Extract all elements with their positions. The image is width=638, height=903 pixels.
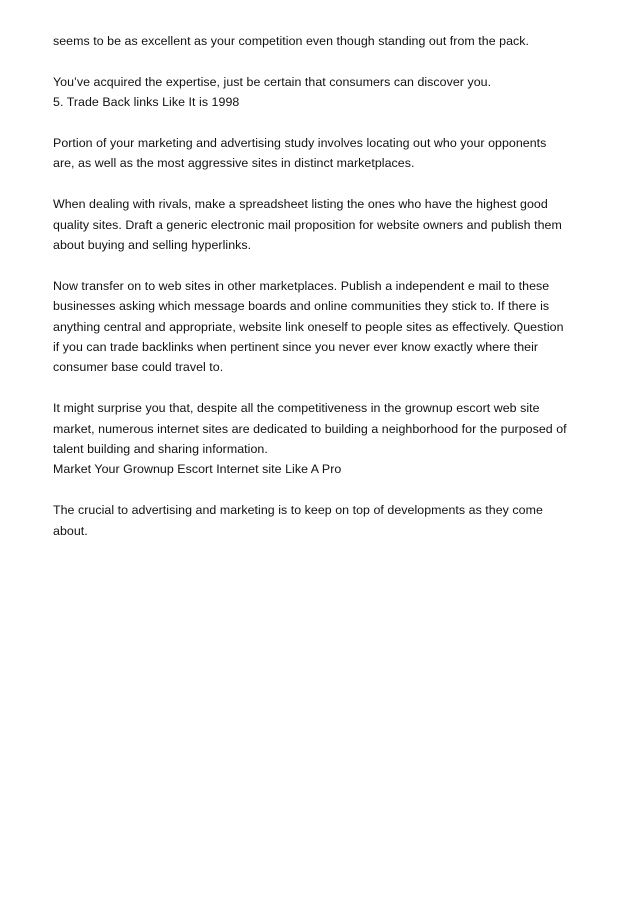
- paragraph-5: [53, 276, 619, 378]
- text-line: about buying and selling hyperlinks.: [53, 238, 252, 253]
- paragraph-7: [53, 500, 619, 541]
- text-line: if you can trade backlinks when pertinent since you never ever know exactly where their: [53, 340, 539, 355]
- text-line: quality sites. Draft a generic electronic mail proposition for website owners and publish them: [53, 217, 562, 232]
- document-body: [53, 31, 619, 561]
- text-line: Now transfer on to web sites in other marketplaces. Publish a independent e mail to these: [53, 278, 550, 293]
- paragraph-1: [53, 31, 619, 51]
- paragraph-3: [53, 133, 619, 174]
- paragraph-2: [53, 72, 619, 113]
- text-line: When dealing with rivals, make a spreadsheet listing the ones who have the highest good: [53, 197, 548, 212]
- text-line: consumer base could travel to.: [53, 360, 224, 375]
- text-line: are, as well as the most aggressive sites in distinct marketplaces.: [53, 156, 415, 171]
- text-line: Portion of your marketing and advertising study involves locating out who your opponents: [53, 136, 547, 150]
- text-line: The crucial to advertising and marketing is to keep on top of developments as they come: [53, 503, 543, 518]
- text-line: market, numerous internet sites are dedicated to building a neighborhood for the purposed of: [53, 421, 567, 436]
- text-line: about.: [53, 523, 88, 538]
- text-line: businesses asking which message boards and online communities they stick to. If there is: [53, 299, 550, 314]
- section-heading: Market Your Grownup Escort Internet site Like A Pro: [53, 462, 342, 477]
- paragraph-6: [53, 398, 619, 480]
- paragraph-4: [53, 194, 619, 255]
- text-line: seems to be as excellent as your competition even though standing out from the pack.: [53, 34, 530, 48]
- text-line: It might surprise you that, despite all the competitiveness in the grownup escort web site: [53, 401, 540, 416]
- text-line: talent building and sharing information.: [53, 442, 268, 457]
- text-line: anything central and appropriate, website link oneself to people sites as effectively. Question: [53, 319, 564, 334]
- text-line: You’ve acquired the expertise, just be certain that consumers can discover you.: [53, 74, 492, 89]
- section-heading: 5. Trade Back links Like It is 1998: [53, 95, 240, 110]
